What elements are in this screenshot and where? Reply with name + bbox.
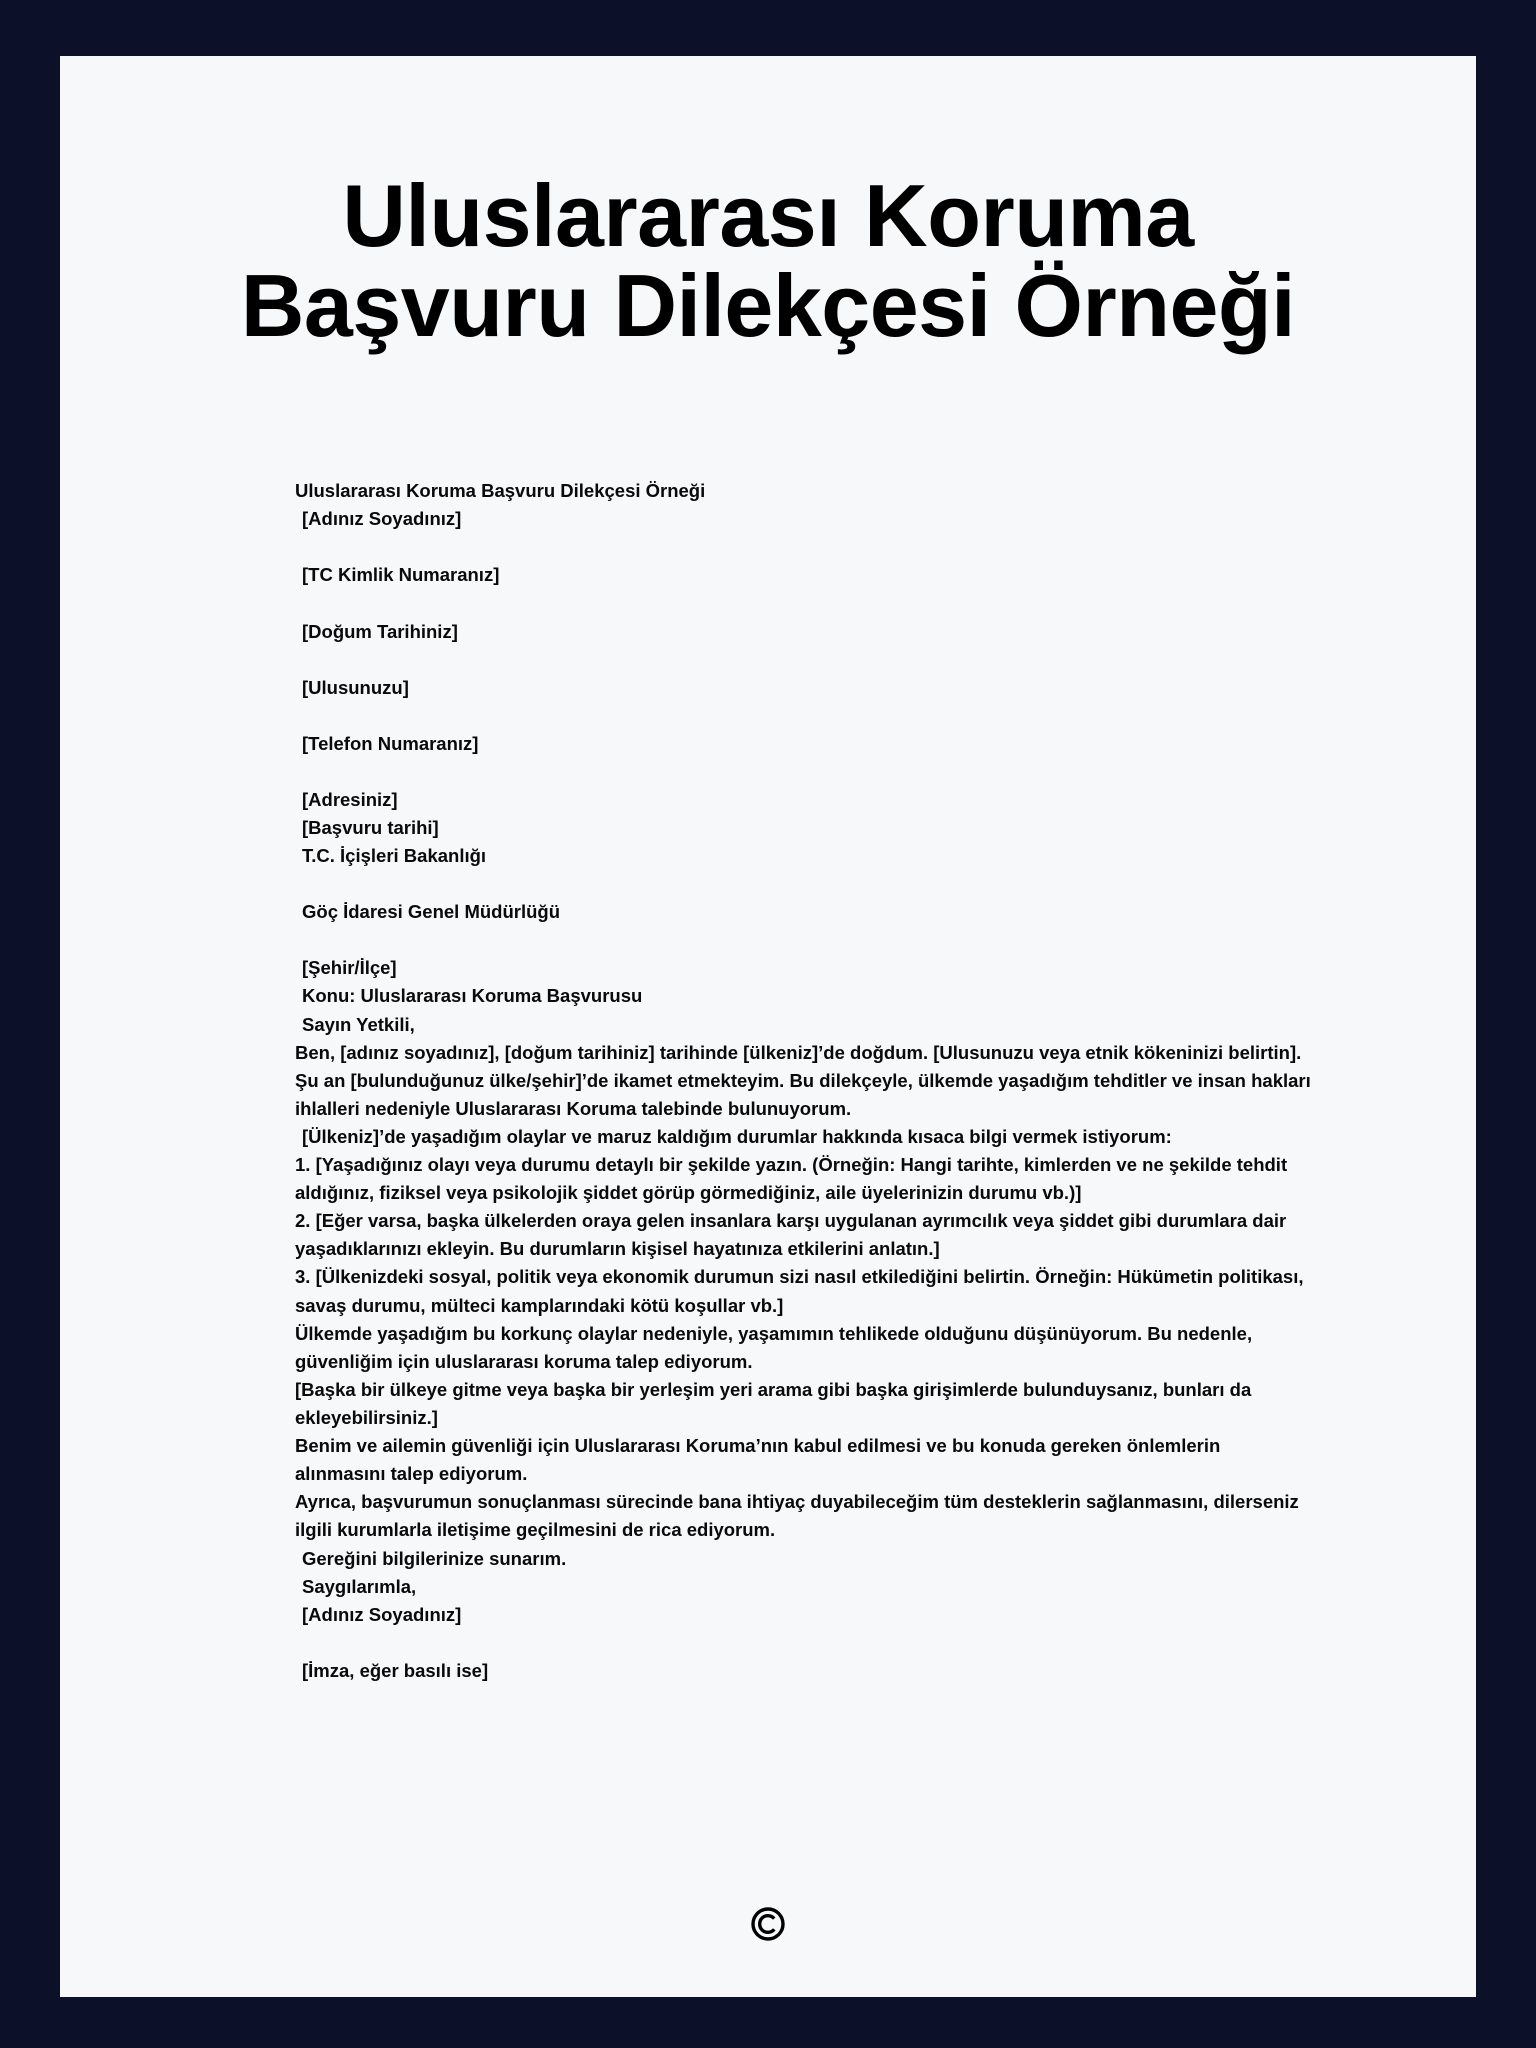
field-application-date: [Başvuru tarihi] bbox=[302, 816, 439, 838]
copyright-icon bbox=[750, 1906, 786, 1942]
field-phone: [Telefon Numaranız] bbox=[302, 732, 479, 754]
spacer bbox=[295, 533, 1311, 561]
letter-paragraph-5: Benim ve ailemin güvenliği için Uluslararası Koruma’nın kabul edilmesi ve bu konuda gereken önlemlerin alınmasını talep ediyorum. bbox=[295, 1435, 1221, 1485]
letter-paragraph-4: [Başka bir ülkeye gitme veya başka bir yerleşim yeri arama gibi başka girişimlerde bulunduysanız, bunları da ekleyebilirsiniz.] bbox=[295, 1378, 1252, 1429]
field-applicant-name: [Adınız Soyadınız] bbox=[302, 508, 462, 530]
field-nationality: [Ulusunuzu] bbox=[302, 676, 409, 698]
letter-list-item-1: 1. [Yaşadığınız olayı veya durumu detaylı bir şekilde yazın. (Örneğin: Hangi tarihte, kimlerden ve ne şekilde tehdit aldığınız, fiziksel veya psikolojik şiddet görüp görmediğiniz, aile üyelerinizin durumu vb.)] bbox=[295, 1154, 1288, 1204]
spacer bbox=[295, 870, 1311, 898]
letter-closing-regards: Saygılarımla, bbox=[302, 1575, 417, 1597]
signature-note: [İmza, eğer basılı ise] bbox=[302, 1659, 489, 1681]
letter-list-item-2: 2. [Eğer varsa, başka ülkelerden oraya gelen insanlara karşı uygulanan ayrımcılık veya şiddet gibi durumlara dair yaşadıklarınızı ekleyin. Bu durumların kişisel hayatınıza etkilerini anlatın.] bbox=[295, 1210, 1287, 1260]
letter-paragraph-2: [Ülkeniz]’de yaşadığım olaylar ve maruz kaldığım durumlar hakkında kısaca bilgi vermek istiyorum: bbox=[302, 1125, 1172, 1147]
spacer bbox=[295, 590, 1311, 618]
letter-paragraph-1: Ben, [adınız soyadınız], [doğum tarihiniz] tarihinde [ülkeniz]’de doğdum. [Ulusunuzu veya etnik kökeninizi belirtin]. Şu an [bulunduğunuz ülke/şehir]’de ikamet etmekteyim. Bu dilekçeyle, ülkemde yaşadığım tehditler ve insan hakları ihlalleri nedeniyle Uluslararası Koruma talebinde bulunuyorum. bbox=[295, 1041, 1311, 1119]
letter-body bbox=[60, 347, 1476, 1685]
page-title-line-2: Başvuru Dilekçesi Örneği bbox=[240, 255, 1296, 355]
field-birth-date: [Doğum Tarihiniz] bbox=[302, 620, 458, 642]
letter-subject: Konu: Uluslararası Koruma Başvurusu bbox=[302, 985, 643, 1007]
spacer bbox=[295, 646, 1311, 674]
letter-salutation: Sayın Yetkili, bbox=[302, 1013, 415, 1035]
spacer bbox=[295, 1629, 1311, 1657]
letter-list-item-3: 3. [Ülkenizdeki sosyal, politik veya ekonomik durumun sizi nasıl etkilediğini belirtin. Örneğin: Hükümetin politikası, savaş durumu, mülteci kamplarındaki kötü koşullar vb.] bbox=[295, 1266, 1304, 1316]
signature-name: [Adınız Soyadınız] bbox=[302, 1603, 462, 1625]
letter-paragraph-6: Ayrıca, başvurumun sonuçlanması sürecinde bana ihtiyaç duyabileceğim tüm desteklerin sağlanmasını, dilerseniz ilgili kurumlarla iletişime geçilmesini de rica ediyorum. bbox=[295, 1491, 1299, 1541]
page-title-line-1: Uluslararası Koruma bbox=[342, 166, 1194, 265]
letter-paragraph-3: Ülkemde yaşadığım bu korkunç olaylar nedeniyle, yaşamımın tehlikede olduğunu düşünüyorum. Bu nedenle, güvenliğim için uluslararası koruma talep ediyorum. bbox=[295, 1322, 1253, 1372]
letter-heading: Uluslararası Koruma Başvuru Dilekçesi Örneği bbox=[295, 480, 706, 502]
recipient-ministry: T.C. İçişleri Bakanlığı bbox=[302, 845, 487, 867]
spacer bbox=[295, 758, 1311, 786]
recipient-directorate: Göç İdaresi Genel Müdürlüğü bbox=[302, 901, 561, 923]
letter-closing-request: Gereğini bilgilerinize sunarım. bbox=[302, 1547, 567, 1569]
spacer bbox=[295, 702, 1311, 730]
page-title bbox=[60, 56, 1476, 355]
field-national-id: [TC Kimlik Numaranız] bbox=[302, 564, 500, 586]
document-page bbox=[60, 56, 1476, 1997]
field-address: [Adresiniz] bbox=[302, 788, 398, 810]
field-city-district: [Şehir/İlçe] bbox=[302, 957, 397, 979]
spacer bbox=[295, 926, 1311, 954]
